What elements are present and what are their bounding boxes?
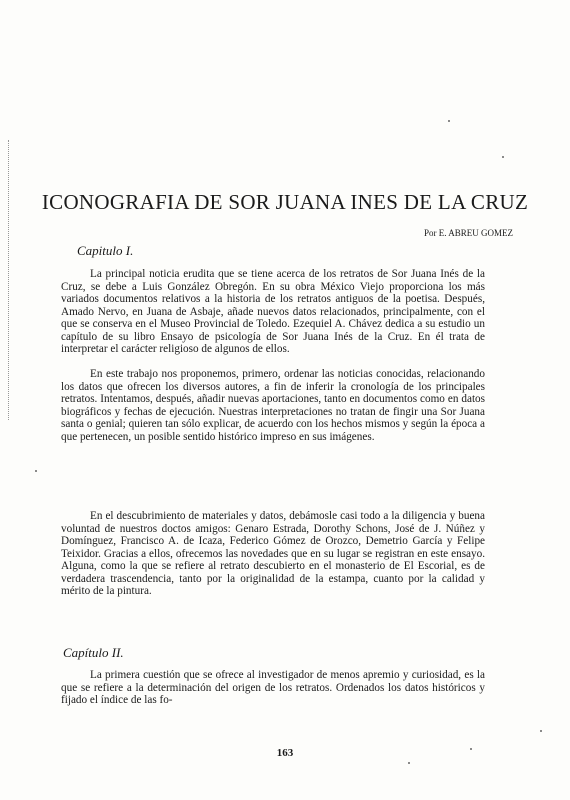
scan-speck: [470, 748, 472, 750]
paragraph-3: En el descubrimiento de materiales y datos, debámosle casi todo a la diligencia y buena voluntad de nuestros doctos amigos: Genaro Estrada, Dorothy Schons, José de J. Núñez y Domínguez, Francisco A. de Icaza, Federico Gómez de Orozco, Demetrio García y Felipe Teixidor. Gracias a ellos, ofrecemos las novedades que en su lugar se registran en este ensayo. Alguna, como la que se refiere al retrato descubierto en el monasterio de El Escorial, es de verdadera trascendencia, tanto por la originalidad de la estampa, cuanto por la calidad y mérito de la pintura.: [61, 510, 485, 598]
scan-speck: [448, 120, 450, 122]
chapter-heading-1: Capitulo I.: [77, 243, 134, 258]
scan-speck: [540, 730, 542, 732]
article-title: ICONOGRAFIA DE SOR JUANA INES DE LA CRUZ: [41, 190, 529, 214]
scan-speck: [408, 762, 410, 764]
paragraph-2: En este trabajo nos proponemos, primero, ordenar las noticias conocidas, relacionando los datos que ofrecen los diversos autores, a fin de inferir la cronología de los principales retratos. Intentamos, después, añadir nuevas aportaciones, tanto en documentos como en datos biográficos y fechas de ejecución. Nuestras interpretaciones no tratan de fingir una Sor Juana santa o genial; quieren tan sólo explicar, de acuerdo con los hechos mismos y según la época a que pertenecen, un posible sentido histórico impreso en sus imágenes.: [61, 368, 485, 443]
page-number: 163: [276, 747, 294, 759]
author-byline: Por E. ABREU GOMEZ: [423, 228, 513, 238]
paragraph-1: La principal noticia erudita que se tiene acerca de los retratos de Sor Juana Inés de la Cruz, se debe a Luis González Obregón. En su obra México Viejo proporciona los más variados documentos relativos a la historia de los retratos antiguos de la poetisa. Después, Amado Nervo, en Juana de Asbaje, añade nuevos datos relacionados, principalmente, con el que se conserva en el Museo Provincial de Toledo. Ezequiel A. Chávez dedica a su estudio un capítulo de su libro Ensayo de psicología de Sor Juana Inés de la Cruz. En él trata de interpretar el carácter religioso de algunos de ellos.: [61, 268, 485, 356]
binding-edge: [8, 140, 11, 420]
chapter-heading-2: Capítulo II.: [63, 645, 124, 660]
scan-speck: [35, 470, 37, 472]
scan-speck: [502, 156, 504, 158]
paragraph-4: La primera cuestión que se ofrece al investigador de menos apremio y curiosidad, es la que se refiere a la determinación del origen de los retratos. Ordenados los datos históricos y fijado el índice de las fo-: [61, 669, 485, 707]
